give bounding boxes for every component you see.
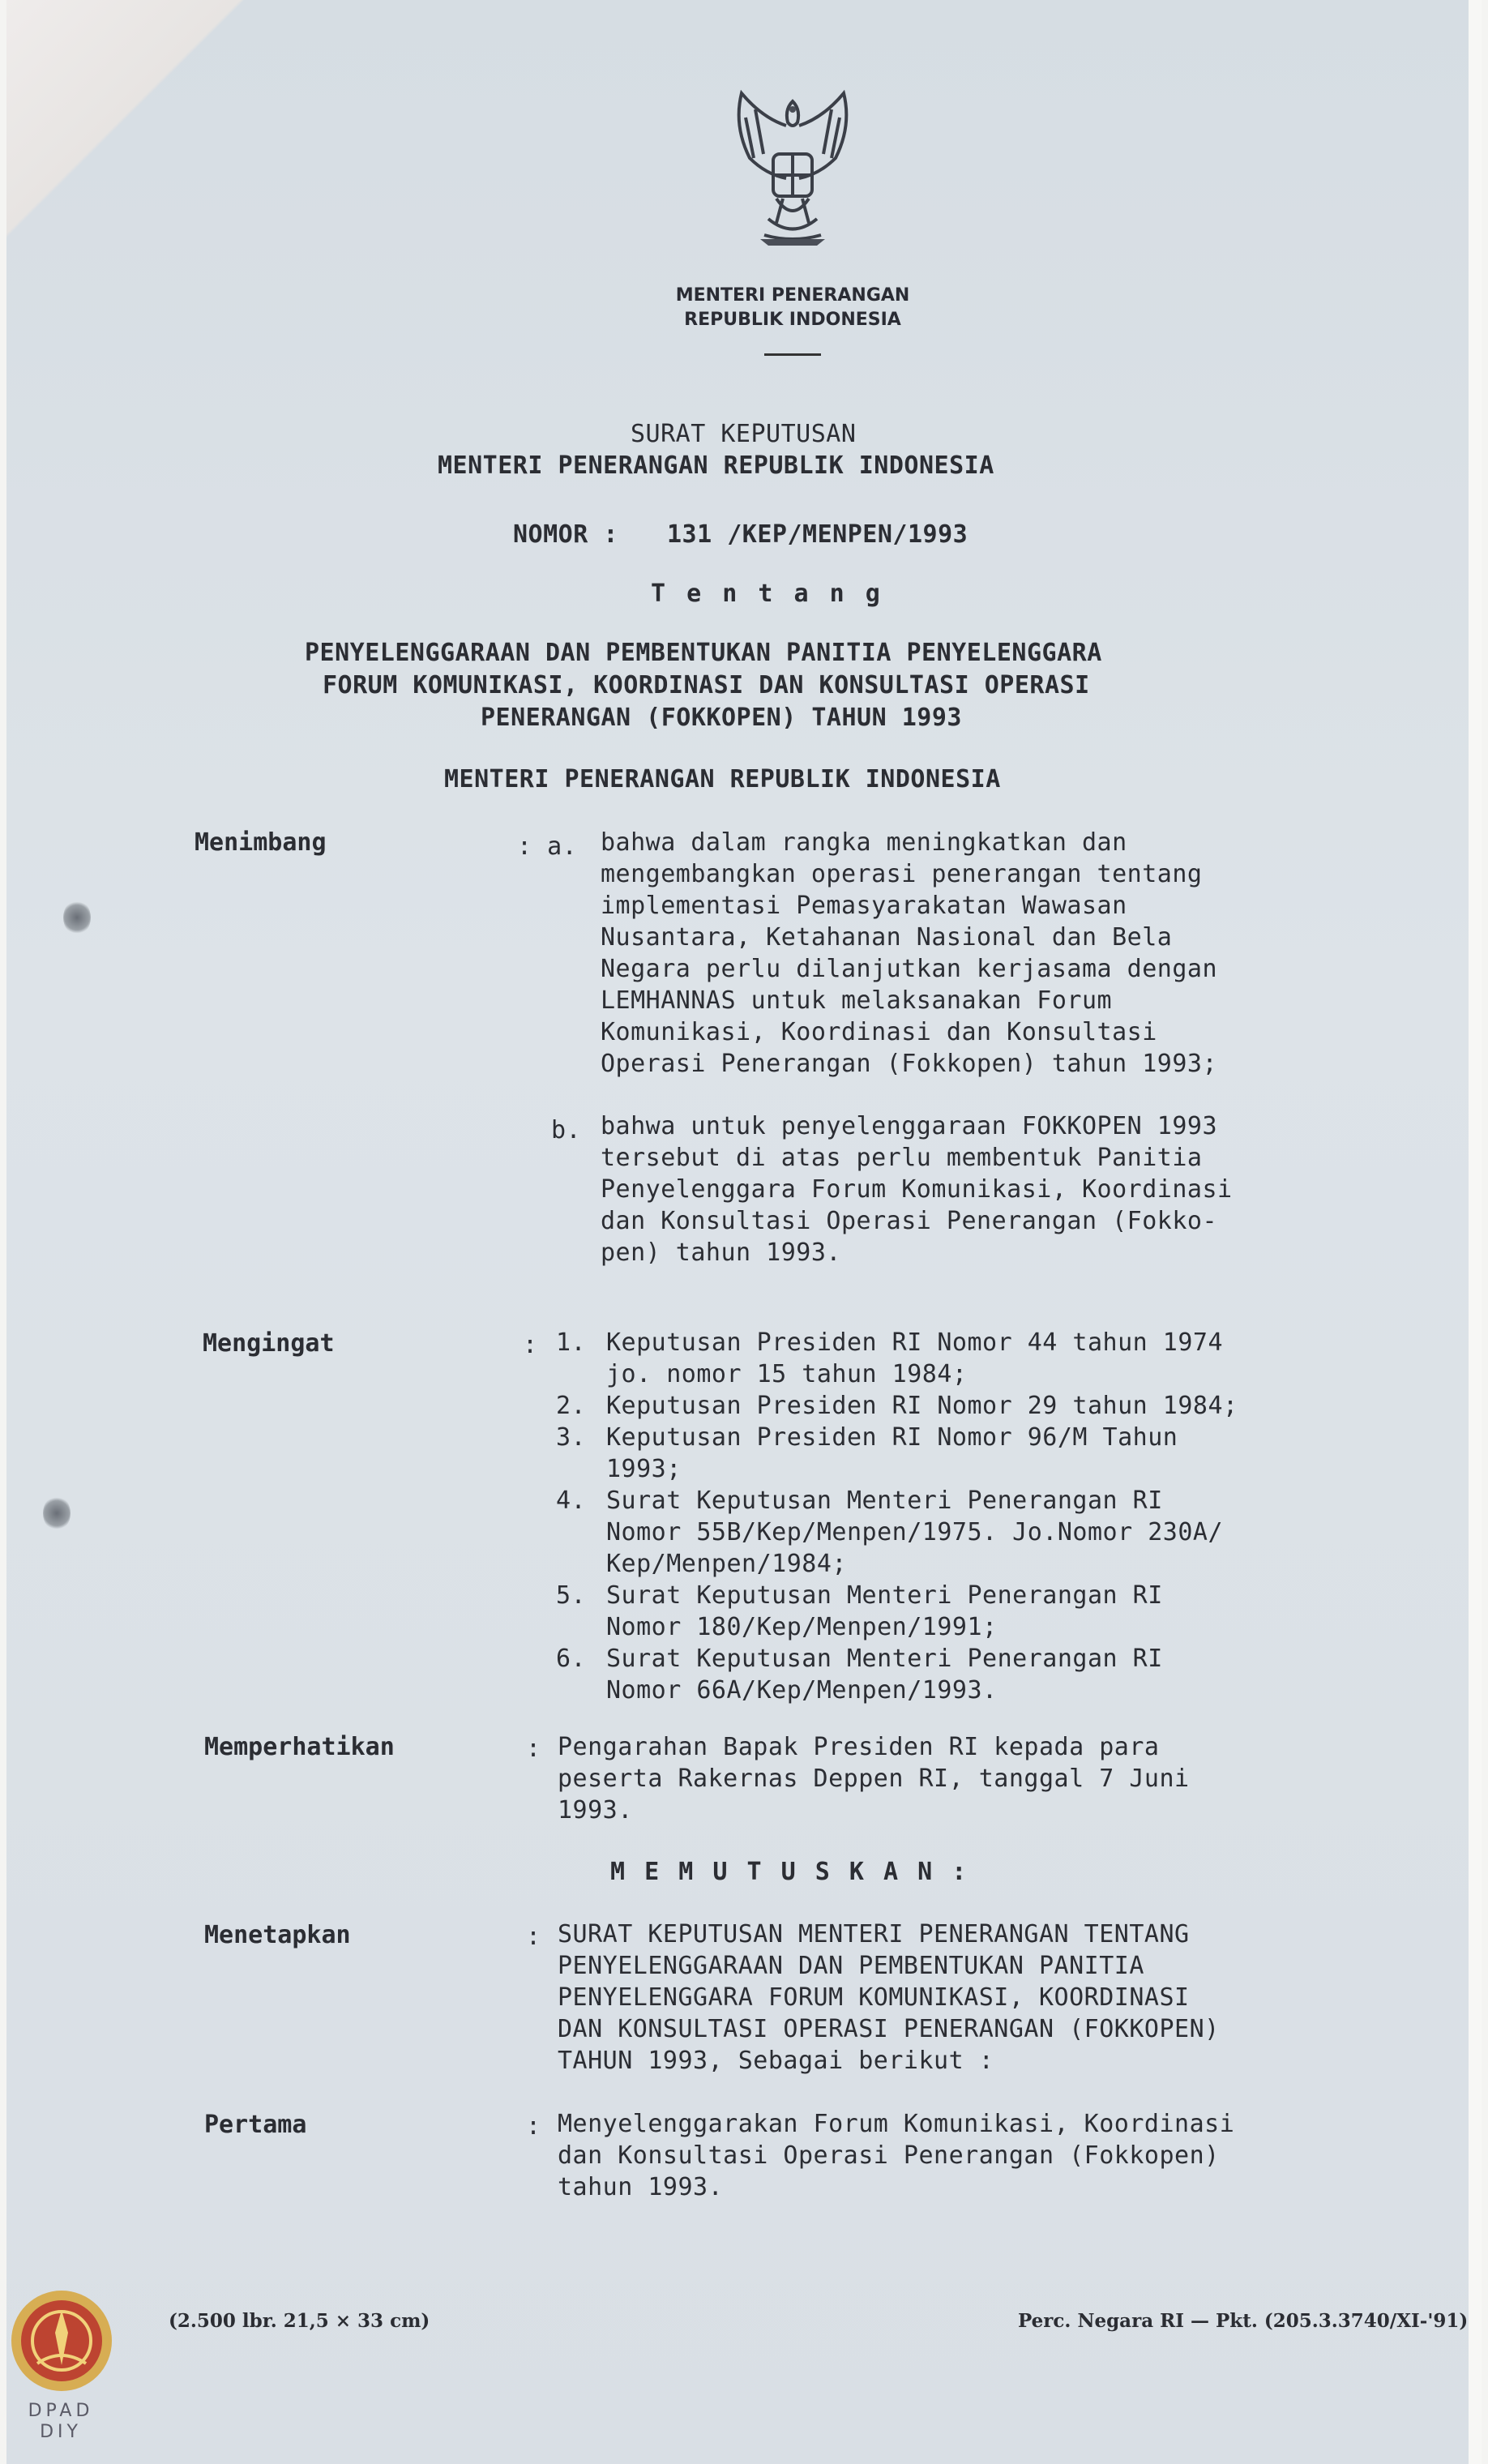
mengingat-line: Kep/Menpen/1984; (606, 1550, 847, 1578)
menimbang-b-line: dan Konsultasi Operasi Penerangan (Fokko- (601, 1207, 1218, 1235)
nomor-label: NOMOR : (513, 520, 618, 549)
punch-hole (63, 900, 91, 935)
mengingat-num: 6. (556, 1645, 587, 1673)
mengingat-num: 1. (556, 1328, 587, 1357)
menetapkan-line: PENYELENGGARAAN DAN PEMBENTUKAN PANITIA (558, 1952, 1144, 1980)
mengingat-line: Nomor 55B/Kep/Menpen/1975. Jo.Nomor 230A/ (606, 1518, 1224, 1546)
menimbang-a-line: Negara perlu dilanjutkan kerjasama dengan (601, 955, 1218, 983)
pertama-line: Menyelenggarakan Forum Komunikasi, Koordinasi (558, 2110, 1235, 2138)
menetapkan-colon: : (526, 1923, 541, 1951)
document-page (6, 0, 1482, 2464)
mengingat-item-5 (606, 1580, 1163, 1643)
mengingat-line: Keputusan Presiden RI Nomor 29 tahun 1984; (606, 1392, 1238, 1420)
menimbang-a-marker: : a. (517, 832, 578, 861)
memperhatikan-text (558, 1731, 1190, 1826)
menimbang-label: Menimbang (195, 828, 327, 857)
letterhead-rule (764, 353, 821, 356)
ministry-line-2: REPUBLIK INDONESIA (684, 310, 901, 330)
memperhatikan-line: peserta Rakernas Deppen RI, tanggal 7 Juni (558, 1765, 1190, 1793)
watermark-line-2: DIY (40, 2422, 82, 2442)
menimbang-a-line: Nusantara, Ketahanan Nasional dan Bela (601, 923, 1173, 952)
punch-hole (43, 1495, 71, 1531)
pertama-line: dan Konsultasi Operasi Penerangan (Fokkopen) (558, 2141, 1220, 2170)
subject-line-1: PENYELENGGARAAN DAN PEMBENTUKAN PANITIA PENYELENGGARA (305, 639, 1102, 667)
menetapkan-line: PENYELENGGARA FORUM KOMUNIKASI, KOORDINASI (558, 1983, 1190, 2012)
footer-printer: Perc. Negara RI — Pkt. (205.3.3740/XI-'91) (1018, 2310, 1469, 2332)
mengingat-line: Keputusan Presiden RI Nomor 44 tahun 1974 (606, 1328, 1224, 1357)
menimbang-b-line: bahwa untuk penyelenggaraan FOKKOPEN 1993 (601, 1112, 1218, 1140)
mengingat-num: 4. (556, 1487, 587, 1515)
subject-line-2: FORUM KOMUNIKASI, KOORDINASI DAN KONSULTASI OPERASI (323, 671, 1090, 699)
pertama-label: Pertama (204, 2111, 307, 2139)
mengingat-line: Nomor 180/Kep/Menpen/1991; (606, 1613, 998, 1641)
menimbang-b-line: tersebut di atas perlu membentuk Panitia (601, 1144, 1203, 1172)
memperhatikan-label: Memperhatikan (204, 1733, 395, 1761)
mengingat-item-2 (606, 1390, 1238, 1422)
folded-corner (6, 0, 250, 243)
issuer-line: MENTERI PENERANGAN REPUBLIK INDONESIA (444, 765, 1001, 794)
menetapkan-line: TAHUN 1993, Sebagai berikut : (558, 2047, 994, 2075)
menimbang-b-marker: b. (551, 1116, 582, 1144)
tentang-label: T e n t a n g (651, 580, 883, 608)
mengingat-line: Nomor 66A/Kep/Menpen/1993. (606, 1676, 998, 1705)
mengingat-num: 5. (556, 1581, 587, 1610)
mengingat-line: Surat Keputusan Menteri Penerangan RI (606, 1581, 1163, 1610)
mengingat-item-3 (606, 1422, 1178, 1485)
menimbang-a-line: Komunikasi, Koordinasi dan Konsultasi (601, 1018, 1157, 1046)
menetapkan-line: DAN KONSULTASI OPERASI PENERANGAN (FOKKOPEN) (558, 2015, 1220, 2043)
ministry-letterhead (590, 284, 995, 332)
mengingat-line: jo. nomor 15 tahun 1984; (606, 1360, 968, 1388)
ministry-line-1: MENTERI PENERANGAN (675, 285, 910, 306)
pertama-colon: : (526, 2112, 541, 2141)
heading-title: SURAT KEPUTUSAN (631, 420, 857, 448)
page-edge (1469, 0, 1482, 2464)
heading-issuer: MENTERI PENERANGAN REPUBLIK INDONESIA (438, 451, 994, 480)
memperhatikan-colon: : (526, 1735, 541, 1763)
menimbang-b-text (601, 1110, 1233, 1268)
mengingat-line: 1993; (606, 1455, 682, 1483)
menimbang-a-text (601, 827, 1217, 1080)
nomor-value: 131 /KEP/MENPEN/1993 (667, 520, 968, 549)
mengingat-item-4 (606, 1485, 1223, 1580)
mengingat-line: Surat Keputusan Menteri Penerangan RI (606, 1487, 1163, 1515)
menimbang-b-line: Penyelenggara Forum Komunikasi, Koordinasi (601, 1175, 1233, 1204)
mengingat-label: Mengingat (203, 1329, 335, 1358)
mengingat-item-6 (606, 1643, 1163, 1706)
footer-print-spec: (2.500 lbr. 21,5 × 33 cm) (169, 2310, 430, 2332)
memutuskan-heading: M E M U T U S K A N : (610, 1858, 969, 1886)
menimbang-b-line: pen) tahun 1993. (601, 1238, 841, 1267)
pertama-text (558, 2108, 1234, 2203)
memperhatikan-line: 1993. (558, 1796, 633, 1824)
menimbang-a-line: bahwa dalam rangka meningkatkan dan (601, 828, 1127, 857)
archive-seal-icon (6, 2286, 117, 2396)
mengingat-line: Surat Keputusan Menteri Penerangan RI (606, 1645, 1163, 1673)
mengingat-line: Keputusan Presiden RI Nomor 96/M Tahun (606, 1423, 1178, 1452)
mengingat-colon: : (523, 1331, 538, 1359)
mengingat-num: 2. (556, 1392, 587, 1420)
mengingat-item-1 (606, 1327, 1223, 1390)
menimbang-a-line: Operasi Penerangan (Fokkopen) tahun 1993; (601, 1050, 1218, 1078)
watermark-line-1: DPAD (28, 2401, 94, 2421)
menetapkan-label: Menetapkan (204, 1921, 351, 1949)
mengingat-num: 3. (556, 1423, 587, 1452)
memperhatikan-line: Pengarahan Bapak Presiden RI kepada para (558, 1733, 1160, 1761)
pertama-line: tahun 1993. (558, 2173, 724, 2201)
garuda-emblem-icon (720, 77, 866, 263)
menimbang-a-line: LEMHANNAS untuk melaksanakan Forum (601, 986, 1113, 1015)
menetapkan-text (558, 1919, 1220, 2077)
menimbang-a-line: mengembangkan operasi penerangan tentang (601, 860, 1203, 888)
watermark-label (24, 2401, 97, 2443)
subject-line-3: PENERANGAN (FOKKOPEN) TAHUN 1993 (481, 704, 962, 732)
menetapkan-line: SURAT KEPUTUSAN MENTERI PENERANGAN TENTANG (558, 1920, 1190, 1949)
menimbang-a-line: implementasi Pemasyarakatan Wawasan (601, 892, 1127, 920)
